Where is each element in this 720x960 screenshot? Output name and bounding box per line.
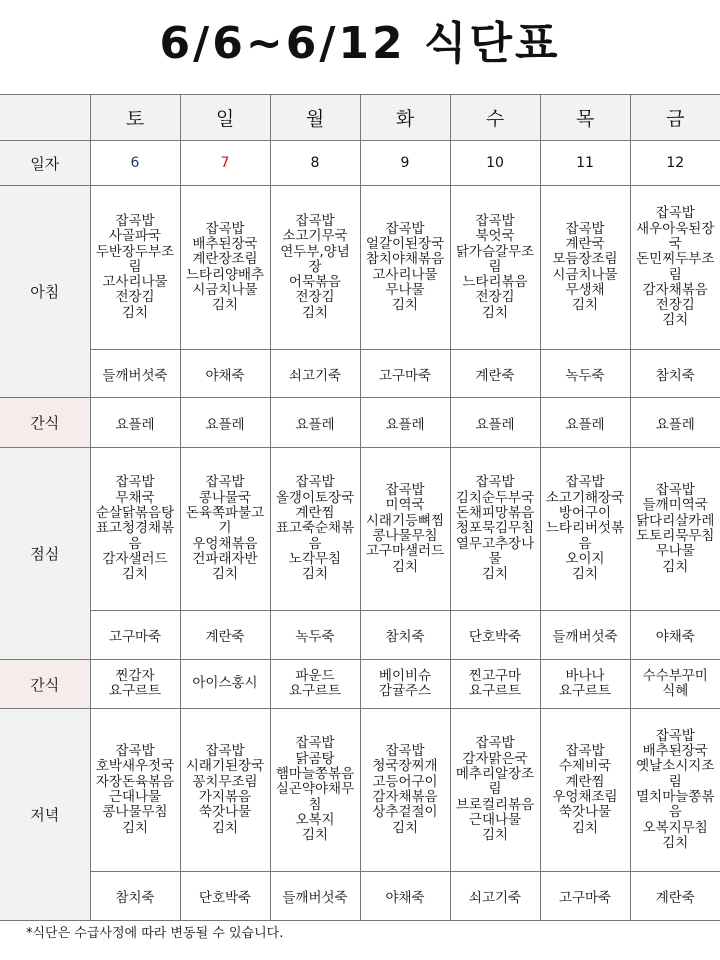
breakfast-cell xyxy=(90,186,180,350)
menu-item: 고사리나물 xyxy=(372,266,438,283)
menu-item: 감자채볶음 xyxy=(372,789,438,805)
menu-item: 전장김 xyxy=(295,289,335,306)
date-cell: 11 xyxy=(540,141,630,186)
menu-item: 파운드 xyxy=(295,667,335,684)
menu-item: 콩나물국 xyxy=(198,489,252,506)
menu-item: 방어구이 xyxy=(558,505,612,522)
menu-item: 두반장두부조 xyxy=(95,243,175,260)
menu-item: 잡곡밥 xyxy=(115,212,155,229)
snack-am-cell: 요플레 xyxy=(450,398,540,448)
menu-item: 잡곡밥 xyxy=(565,743,605,760)
menu-item: 고구마샐러드 xyxy=(365,543,445,560)
menu-item: 북엇국 xyxy=(475,228,515,245)
menu-item: 림 xyxy=(488,781,502,798)
menu-item: 우엉채조림 xyxy=(552,789,618,805)
lunch-porridge-cell: 단호박죽 xyxy=(450,611,540,660)
menu-item: 요구르트 xyxy=(288,683,342,699)
snack-pm-cell xyxy=(360,660,450,709)
menu-item: 잡곡밥 xyxy=(385,482,425,499)
lunch-porridge-cell: 참치죽 xyxy=(360,611,450,660)
menu-item: 실곤약야채무 xyxy=(275,781,355,798)
menu-item: 고등어구이 xyxy=(372,773,438,790)
menu-item: 림 xyxy=(668,773,682,790)
menu-item: 옛날소시지조 xyxy=(636,758,715,775)
breakfast-cell xyxy=(180,186,270,350)
day-header: 일 xyxy=(180,95,270,141)
breakfast-porridge-cell: 쇠고기죽 xyxy=(270,350,360,398)
menu-item: 어묵볶음 xyxy=(288,274,342,291)
menu-item: 김치 xyxy=(211,819,239,836)
lunch-porridge-cell: 녹두죽 xyxy=(270,611,360,660)
menu-item: 김치 xyxy=(121,566,149,583)
menu-item: 시금치나물 xyxy=(192,281,258,298)
snack-am-cell: 요플레 xyxy=(360,398,450,448)
menu-item: 수제비국 xyxy=(558,758,612,775)
menu-item: 느타리양배추 xyxy=(185,266,265,283)
date-label: 일자 xyxy=(0,141,90,186)
menu-item: 순살닭볶음탕 xyxy=(95,505,175,522)
menu-item: 얼갈이된장국 xyxy=(365,235,445,252)
menu-item: 건파래자반 xyxy=(192,550,258,567)
menu-item: 잡곡밥 xyxy=(565,220,605,237)
menu-item: 기 xyxy=(218,520,232,537)
breakfast-cell xyxy=(540,186,630,350)
menu-item: 고사리나물 xyxy=(102,274,168,291)
snack-am-cell: 요플레 xyxy=(180,398,270,448)
menu-item: 감귤주스 xyxy=(378,683,432,699)
menu-item: 호박새우젓국 xyxy=(95,758,175,775)
dinner-porridge-cell: 들깨버섯죽 xyxy=(270,872,360,921)
menu-item: 잡곡밥 xyxy=(655,482,695,499)
menu-item: 시금치나물 xyxy=(552,266,618,283)
menu-item: 돈민찌두부조 xyxy=(636,251,715,268)
breakfast-porridge-cell: 녹두죽 xyxy=(540,350,630,398)
dinner-porridge-cell: 단호박죽 xyxy=(180,872,270,921)
menu-item: 계란찜 xyxy=(565,773,605,790)
menu-item: 오복지무침 xyxy=(642,819,708,836)
menu-item: 김치 xyxy=(662,558,689,575)
date-cell: 6 xyxy=(90,141,180,186)
lunch-cell xyxy=(90,448,180,611)
menu-item: 잡곡밥 xyxy=(295,474,335,491)
day-header: 화 xyxy=(360,95,450,141)
menu-item: 콩나물무침 xyxy=(102,804,168,821)
dinner-porridge-cell: 계란죽 xyxy=(630,872,720,921)
menu-item: 요구르트 xyxy=(468,683,522,699)
breakfast-label: 아침 xyxy=(0,186,90,398)
menu-item: 국 xyxy=(668,235,682,252)
breakfast-cell xyxy=(360,186,450,350)
menu-item: 김치 xyxy=(301,827,329,844)
menu-item: 김치 xyxy=(662,312,689,329)
menu-item: 소고기무국 xyxy=(282,228,348,245)
breakfast-porridge-cell: 계란죽 xyxy=(450,350,540,398)
day-header: 월 xyxy=(270,95,360,141)
menu-item: 잡곡밥 xyxy=(115,474,155,491)
menu-item: 김치 xyxy=(391,297,419,314)
date-cell: 8 xyxy=(270,141,360,186)
menu-item: 김치 xyxy=(391,558,419,575)
dinner-porridge-cell: 고구마죽 xyxy=(540,872,630,921)
menu-item: 무생채 xyxy=(565,281,605,298)
breakfast-cell xyxy=(450,186,540,350)
menu-item: 잡곡밥 xyxy=(295,735,335,752)
menu-item: 소고기해장국 xyxy=(545,489,625,506)
menu-item: 잡곡밥 xyxy=(115,743,155,760)
menu-item: 꽁치무조림 xyxy=(192,773,258,790)
menu-item: 음 xyxy=(308,535,322,552)
day-header: 목 xyxy=(540,95,630,141)
dinner-cell xyxy=(180,709,270,872)
menu-item: 도토리묵무침 xyxy=(636,528,715,544)
menu-item: 김치 xyxy=(391,819,419,836)
dinner-cell xyxy=(630,709,720,872)
snack-pm-cell xyxy=(540,660,630,709)
menu-item: 계란장조림 xyxy=(192,251,258,268)
menu-item: 브로컬리볶음 xyxy=(455,796,535,813)
menu-item: 림 xyxy=(128,258,142,275)
menu-item: 잡곡밥 xyxy=(475,212,515,229)
menu-item: 바나나 xyxy=(565,667,605,684)
menu-item: 돈육쪽파불고 xyxy=(185,505,265,522)
menu-item: 잡곡밥 xyxy=(205,743,245,760)
menu-item: 김치 xyxy=(121,819,149,836)
corner-cell xyxy=(0,95,90,141)
lunch-cell xyxy=(630,448,720,611)
menu-item: 근대나물 xyxy=(468,811,522,828)
menu-item: 배추된장국 xyxy=(192,235,258,252)
dinner-cell xyxy=(450,709,540,872)
menu-item: 림 xyxy=(488,258,502,275)
menu-item: 계란찜 xyxy=(295,505,335,522)
menu-item: 시래기된장국 xyxy=(185,758,265,775)
page-title: 6/6~6/12 식단표 xyxy=(159,18,561,69)
breakfast-porridge-cell: 야채죽 xyxy=(180,350,270,398)
menu-item: 닭다리살카레 xyxy=(636,512,715,529)
menu-item: 김치 xyxy=(481,827,509,844)
menu-item: 새우아욱된장 xyxy=(636,220,715,237)
date-cell: 10 xyxy=(450,141,540,186)
snack-am-cell: 요플레 xyxy=(540,398,630,448)
snack-pm-label: 간식 xyxy=(0,660,90,709)
menu-item: 가지볶음 xyxy=(198,789,252,805)
snack-pm-cell xyxy=(90,660,180,709)
menu-item: 닭가슴갈무조 xyxy=(455,243,535,260)
menu-item: 메추리알장조 xyxy=(455,766,535,783)
dinner-cell xyxy=(270,709,360,872)
date-cell: 7 xyxy=(180,141,270,186)
menu-item: 잡곡밥 xyxy=(295,212,335,229)
menu-item: 열무고추장나 xyxy=(455,535,535,552)
menu-item: 표고청경채볶 xyxy=(95,520,175,537)
menu-item: 미역국 xyxy=(385,497,425,514)
menu-item: 표고죽순채볶 xyxy=(275,520,355,537)
menu-item: 식혜 xyxy=(662,683,689,699)
menu-item: 김치 xyxy=(571,819,599,836)
breakfast-cell xyxy=(630,186,720,350)
menu-item: 느타리버섯볶 xyxy=(545,520,625,537)
day-header: 수 xyxy=(450,95,540,141)
menu-item: 잡곡밥 xyxy=(565,474,605,491)
lunch-cell xyxy=(540,448,630,611)
breakfast-porridge-cell: 참치죽 xyxy=(630,350,720,398)
breakfast-porridge-cell: 고구마죽 xyxy=(360,350,450,398)
menu-item: 김치 xyxy=(481,304,509,321)
lunch-porridge-cell: 계란죽 xyxy=(180,611,270,660)
menu-item: 음 xyxy=(578,535,592,552)
menu-item: 전장김 xyxy=(115,289,155,306)
lunch-cell xyxy=(360,448,450,611)
lunch-cell xyxy=(270,448,360,611)
dinner-cell xyxy=(540,709,630,872)
day-header: 금 xyxy=(630,95,720,141)
menu-item: 계란국 xyxy=(565,235,605,252)
menu-item: 시래기등뼈찜 xyxy=(365,512,445,529)
menu-item: 멸치마늘쫑볶 xyxy=(636,789,715,805)
menu-item: 림 xyxy=(668,266,682,283)
menu-item: 잡곡밥 xyxy=(385,743,425,760)
dinner-cell xyxy=(90,709,180,872)
meal-table xyxy=(0,94,720,921)
menu-item: 오복지 xyxy=(295,811,335,828)
lunch-label: 점심 xyxy=(0,448,90,660)
menu-item: 느타리볶음 xyxy=(462,274,528,291)
menu-item: 아이스홍시 xyxy=(192,675,258,692)
menu-item: 베이비슈 xyxy=(378,667,432,684)
menu-item: 음 xyxy=(668,804,682,821)
snack-am-cell: 요플레 xyxy=(630,398,720,448)
menu-item: 잡곡밥 xyxy=(655,727,695,744)
snack-am-cell: 요플레 xyxy=(90,398,180,448)
menu-item: 오이지 xyxy=(565,550,605,567)
breakfast-porridge-cell: 들깨버섯죽 xyxy=(90,350,180,398)
menu-item: 잡곡밥 xyxy=(655,205,695,222)
menu-item: 사골파국 xyxy=(108,228,162,245)
date-cell: 12 xyxy=(630,141,720,186)
menu-item: 연두부,양념 xyxy=(280,243,350,260)
menu-item: 노각무침 xyxy=(288,550,342,567)
menu-item: 무나물 xyxy=(385,281,425,298)
menu-item: 모듬장조림 xyxy=(552,251,618,268)
menu-item: 김치 xyxy=(121,304,149,321)
menu-item: 참치야채볶음 xyxy=(365,251,445,268)
menu-item: 청포묵김무침 xyxy=(455,520,535,537)
menu-item: 무나물 xyxy=(655,543,695,560)
menu-item: 김치 xyxy=(571,566,599,583)
snack-pm-cell xyxy=(180,660,270,709)
dinner-porridge-cell: 야채죽 xyxy=(360,872,450,921)
lunch-porridge-cell: 야채죽 xyxy=(630,611,720,660)
menu-item: 찐감자 xyxy=(115,667,155,684)
dinner-porridge-cell: 쇠고기죽 xyxy=(450,872,540,921)
menu-item: 요구르트 xyxy=(558,683,612,699)
snack-pm-cell xyxy=(450,660,540,709)
menu-item: 들깨미역국 xyxy=(642,497,708,514)
dinner-label: 저녁 xyxy=(0,709,90,921)
menu-item: 전장김 xyxy=(475,289,515,306)
menu-item: 돈채피망볶음 xyxy=(455,505,535,522)
menu-item: 잡곡밥 xyxy=(475,474,515,491)
menu-item: 잡곡밥 xyxy=(205,474,245,491)
menu-item: 근대나물 xyxy=(108,789,162,805)
menu-item: 김치 xyxy=(211,297,239,314)
menu-item: 김치 xyxy=(211,566,239,583)
menu-item: 김치순두부국 xyxy=(455,489,535,506)
menu-item: 청국장찌개 xyxy=(372,758,438,775)
snack-pm-cell xyxy=(630,660,720,709)
breakfast-cell xyxy=(270,186,360,350)
menu-item: 감자채볶음 xyxy=(642,281,708,298)
footnote: *식단은 수급사정에 따라 변동될 수 있습니다. xyxy=(26,926,284,941)
menu-item: 자장돈육볶음 xyxy=(95,773,175,790)
menu-item: 잡곡밥 xyxy=(475,735,515,752)
menu-item: 물 xyxy=(488,550,502,567)
menu-item: 쑥갓나물 xyxy=(198,804,252,821)
snack-am-label: 간식 xyxy=(0,398,90,448)
menu-item: 수수부꾸미 xyxy=(642,667,708,684)
menu-item: 김치 xyxy=(301,304,329,321)
snack-pm-cell xyxy=(270,660,360,709)
dinner-porridge-cell: 참치죽 xyxy=(90,872,180,921)
menu-item: 콩나물무침 xyxy=(372,528,438,544)
menu-item: 침 xyxy=(308,796,322,813)
menu-item: 배추된장국 xyxy=(642,743,708,760)
menu-item: 햄마늘쫑볶음 xyxy=(275,766,355,783)
menu-item: 쑥갓나물 xyxy=(558,804,612,821)
menu-item: 요구르트 xyxy=(108,683,162,699)
dinner-cell xyxy=(360,709,450,872)
menu-item: 상추겉절이 xyxy=(372,804,438,821)
menu-item: 장 xyxy=(308,258,322,275)
menu-item: 잡곡밥 xyxy=(385,220,425,237)
menu-item: 닭곰탕 xyxy=(295,750,335,767)
date-cell: 9 xyxy=(360,141,450,186)
menu-item: 찐고구마 xyxy=(468,667,522,684)
day-header: 토 xyxy=(90,95,180,141)
snack-am-cell: 요플레 xyxy=(270,398,360,448)
menu-item: 잡곡밥 xyxy=(205,220,245,237)
menu-item: 김치 xyxy=(571,297,599,314)
menu-item: 감자샐러드 xyxy=(102,550,168,567)
lunch-porridge-cell: 고구마죽 xyxy=(90,611,180,660)
menu-item: 김치 xyxy=(481,566,509,583)
menu-item: 무채국 xyxy=(115,489,155,506)
menu-item: 김치 xyxy=(301,566,329,583)
lunch-cell xyxy=(180,448,270,611)
lunch-porridge-cell: 들깨버섯죽 xyxy=(540,611,630,660)
menu-item: 음 xyxy=(128,535,142,552)
menu-item: 감자맑은국 xyxy=(462,750,528,767)
menu-item: 올갱이토장국 xyxy=(275,489,355,506)
menu-item: 우엉채볶음 xyxy=(192,535,258,552)
lunch-cell xyxy=(450,448,540,611)
menu-item: 전장김 xyxy=(655,297,695,314)
menu-item: 김치 xyxy=(662,834,689,851)
